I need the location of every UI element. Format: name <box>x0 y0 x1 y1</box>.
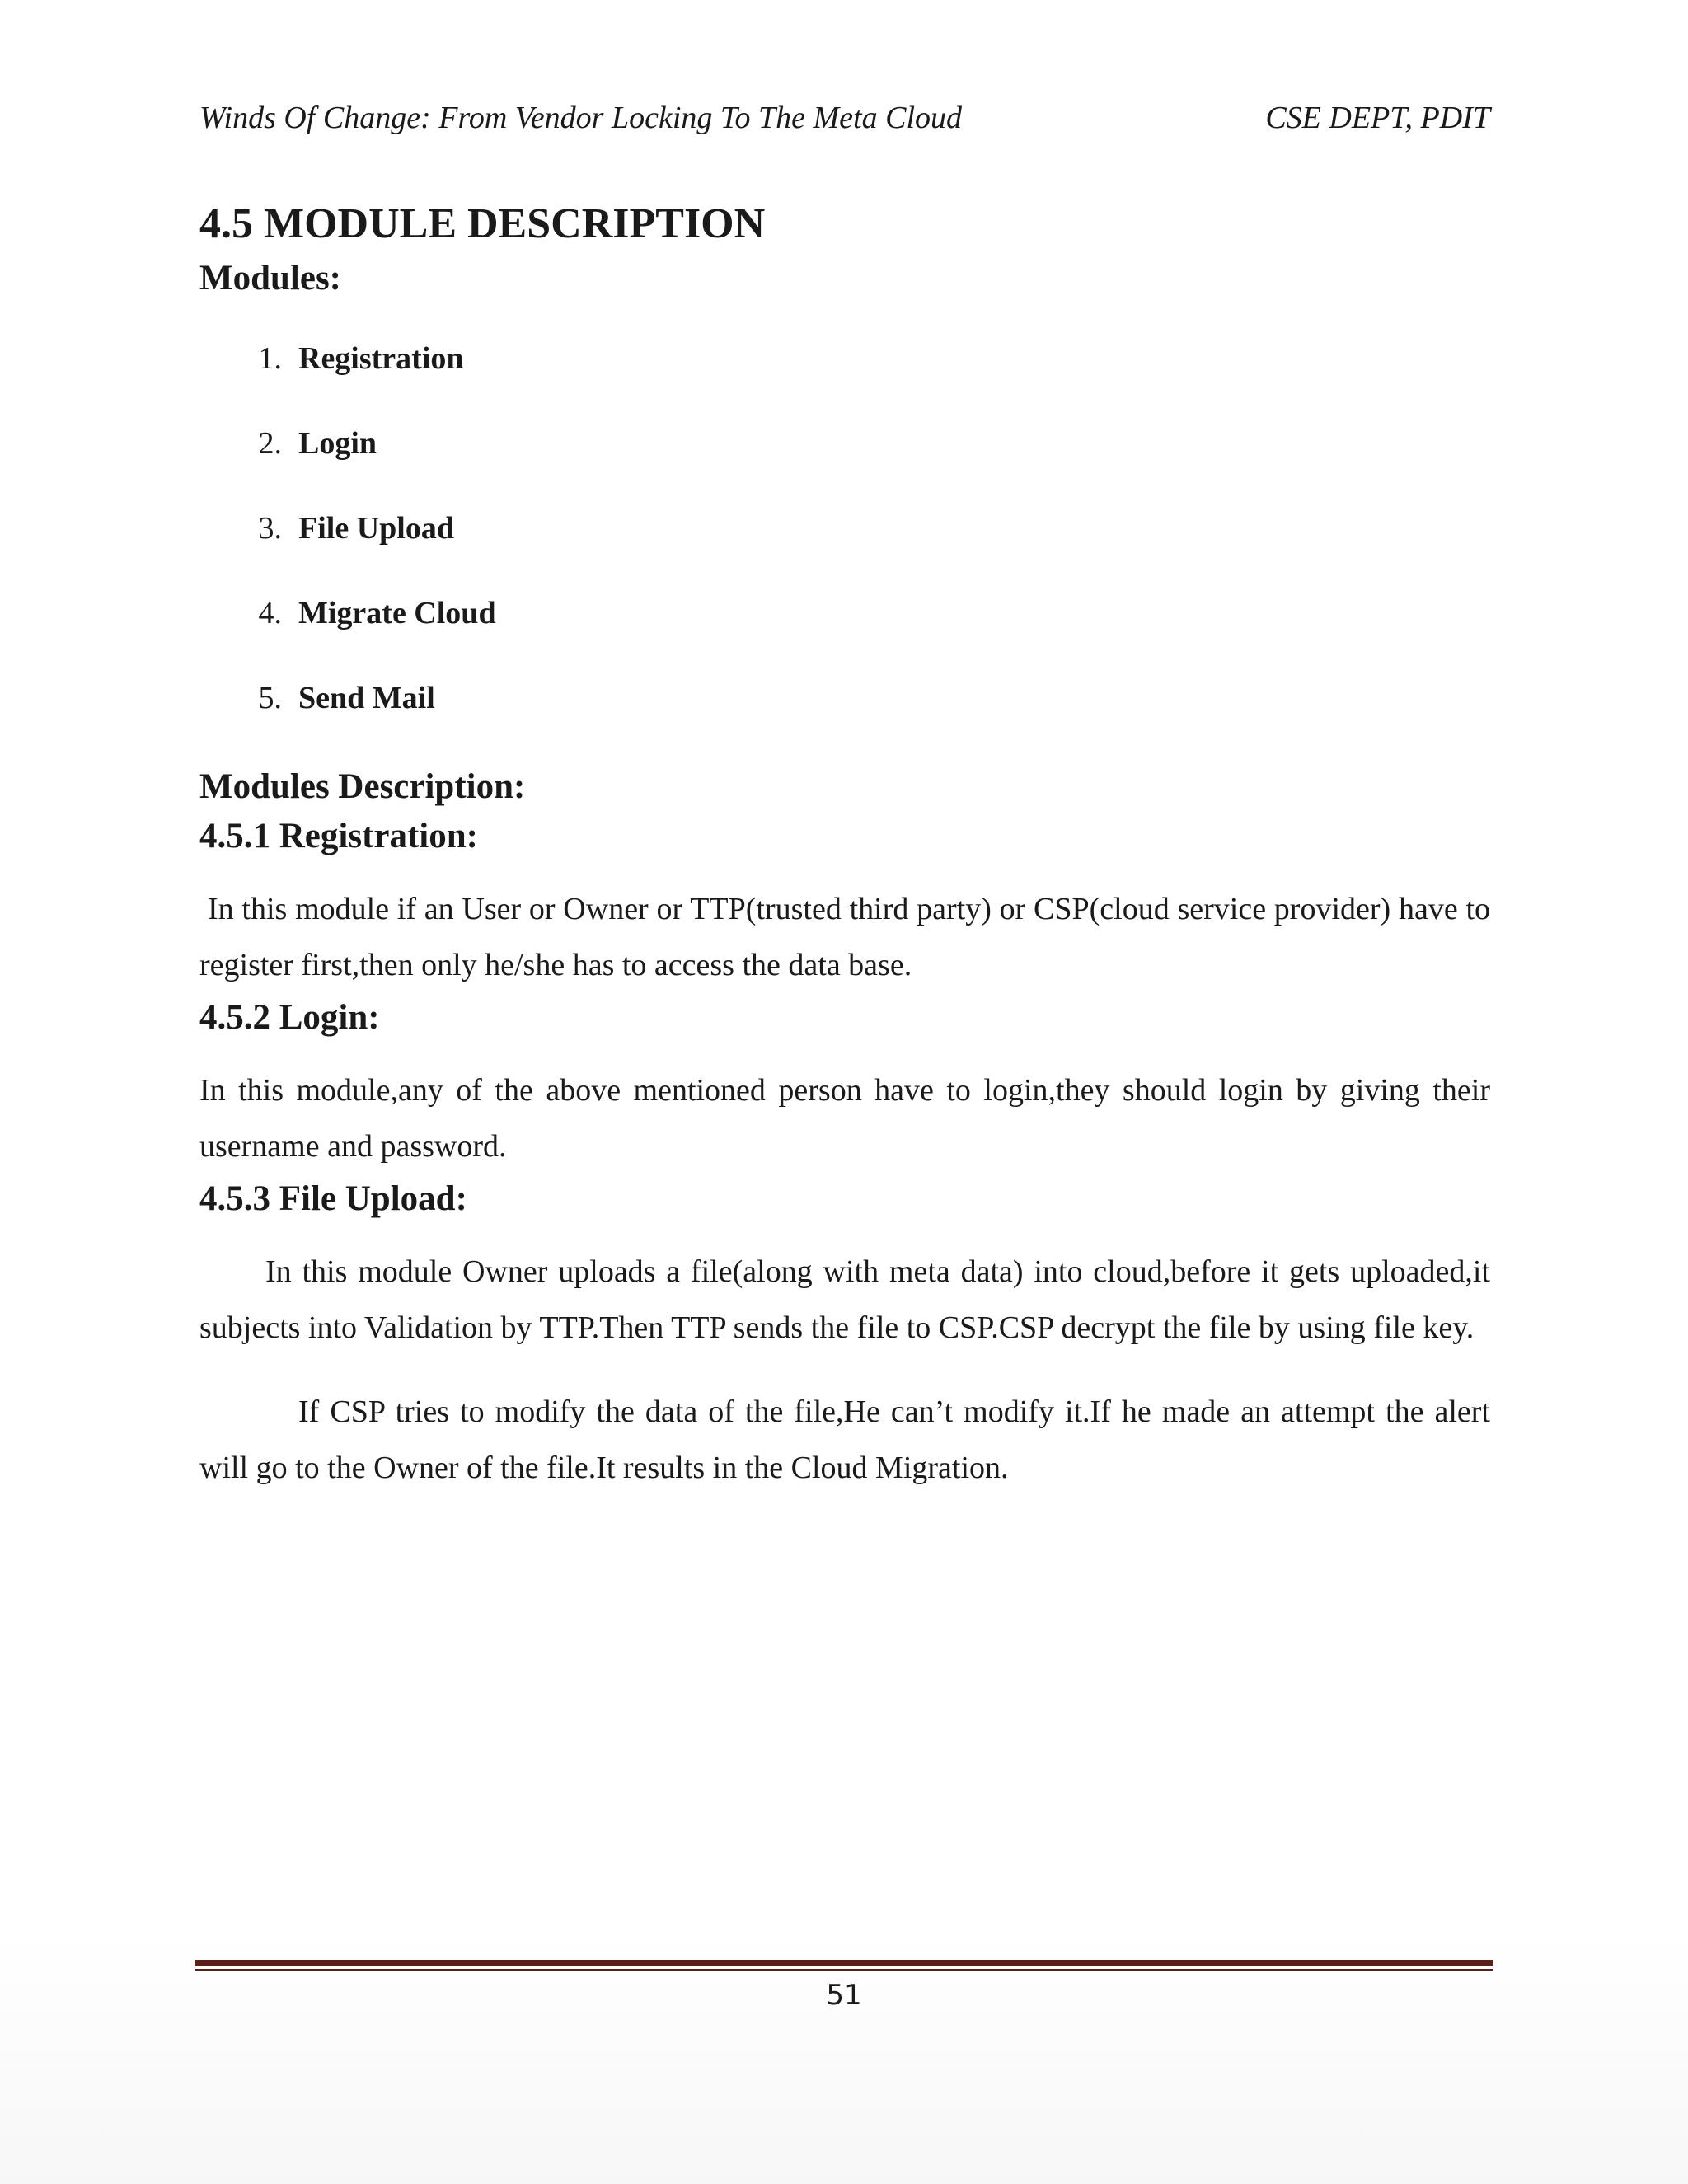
subsection-title-login: 4.5.2 Login: <box>199 998 380 1037</box>
module-label: Registration <box>298 341 464 376</box>
module-label: Login <box>298 426 377 461</box>
file-upload-paragraph: In this module Owner uploads a file(along with meta data) into cloud,before it gets uploaded,it subjects into Validation by TTP.Then TTP sends the file to CSP.CSP decrypt the file by using file key. <box>199 1254 1490 1345</box>
registration-paragraph: In this module if an User or Owner or TTP(trusted third party) or CSP(cloud service provider) have to register first,then only he/she has to access the data base. <box>199 892 1490 982</box>
module-list <box>199 338 1490 762</box>
modules-heading: Modules: <box>199 259 341 298</box>
header-document-title: Winds Of Change: From Vendor Locking To The Meta Cloud <box>199 101 963 135</box>
running-header <box>199 96 1490 140</box>
module-list-item <box>199 593 1490 677</box>
module-list-item <box>199 423 1490 508</box>
subsection-title-file-upload: 4.5.3 File Upload: <box>199 1179 467 1218</box>
file-upload-paragraph-2: If CSP tries to modify the data of the file,He can’t modify it.If he made an attempt the alert will go to the Owner of the file.It results in the Cloud Migration. <box>199 1394 1490 1485</box>
subsection-title-registration: 4.5.1 Registration: <box>199 817 478 855</box>
footer-rule-thin <box>195 1969 1493 1971</box>
login-paragraph: In this module,any of the above mentioned person have to login,they should login by giving their username and password. <box>199 1073 1490 1164</box>
page-content <box>199 194 1490 1496</box>
module-list-item <box>199 677 1490 762</box>
footer-rule <box>195 1960 1493 1966</box>
header-department: CSE DEPT, PDIT <box>1265 101 1490 135</box>
modules-description-heading: Modules Description: <box>199 767 526 806</box>
module-list-item <box>199 508 1490 593</box>
module-label: Migrate Cloud <box>298 596 496 630</box>
page-number: 51 <box>826 1979 862 2012</box>
list-number: 4. <box>258 596 282 630</box>
module-label: File Upload <box>298 511 454 546</box>
list-number: 3. <box>258 511 282 546</box>
list-number: 1. <box>258 341 282 376</box>
module-label: Send Mail <box>298 681 435 715</box>
page-background-shade <box>0 1937 1688 2184</box>
list-number: 5. <box>258 681 282 715</box>
list-number: 2. <box>258 426 282 461</box>
module-list-item <box>199 338 1490 423</box>
section-title: 4.5 MODULE DESCRIPTION <box>199 200 766 247</box>
